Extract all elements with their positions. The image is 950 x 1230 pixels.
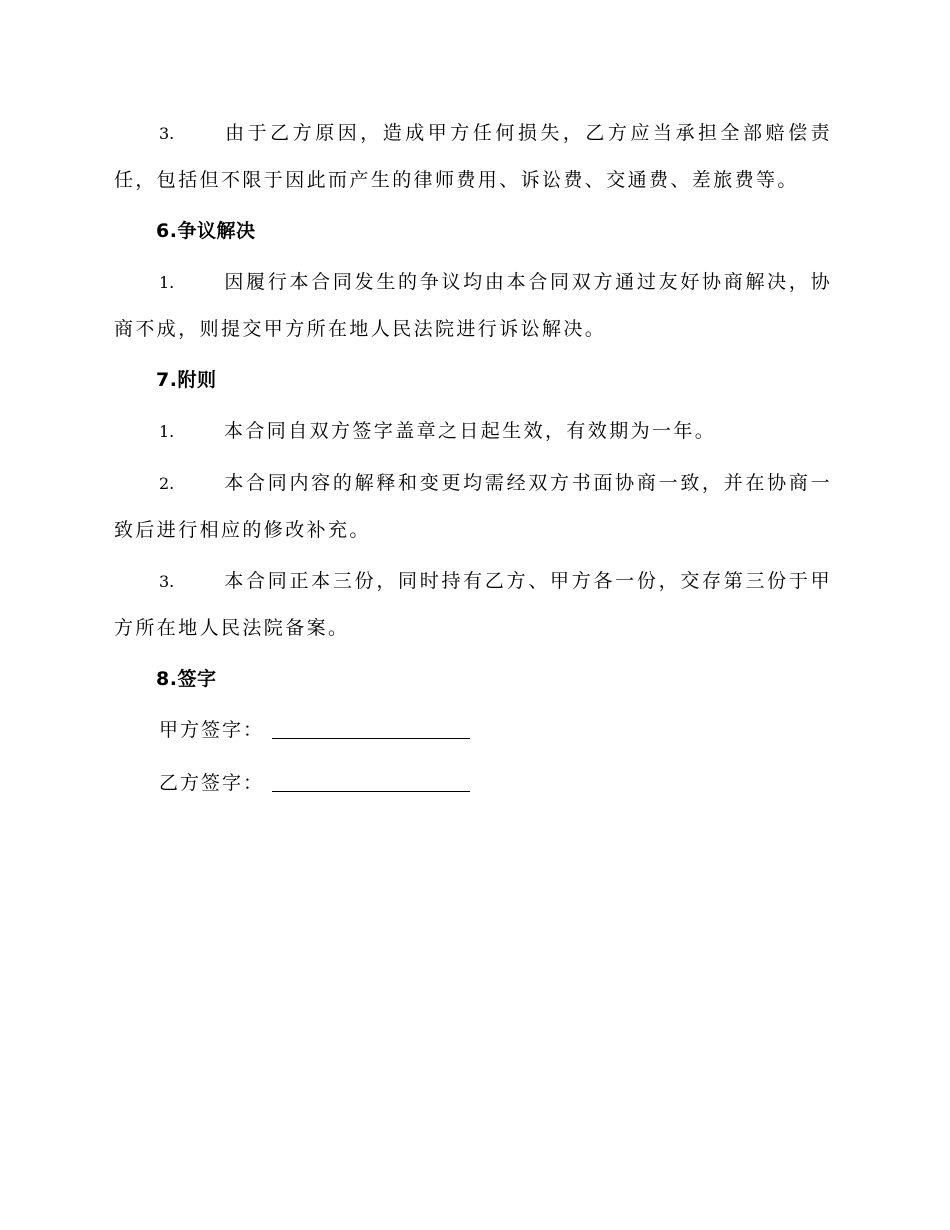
clause-3-liability <box>114 110 832 203</box>
clause-text: 由于乙方原因，造成甲方任何损失，乙方应当承担全部赔偿责任，包括但不限于因此而产生的律师费用、诉讼费、交通费、差旅费等。 <box>114 122 832 191</box>
party-b-signature-label: 乙方签字： <box>159 772 265 794</box>
section-heading-signature: 8.签字 <box>156 668 217 690</box>
clause-text: 本合同自双方签字盖章之日起生效，有效期为一年。 <box>224 420 717 442</box>
clause-1-dispute <box>114 259 832 352</box>
party-a-signature-label: 甲方签字： <box>159 719 265 741</box>
party-a-signature-row <box>114 707 832 753</box>
clause-1-effective <box>114 408 832 455</box>
clause-number: 1. <box>159 273 175 292</box>
section-heading-dispute: 6.争议解决 <box>156 220 256 242</box>
section-heading-appendix: 7.附则 <box>156 369 217 391</box>
party-b-signature-row <box>114 760 832 806</box>
clause-2-amendment <box>114 460 832 553</box>
clause-text: 本合同正本三份，同时持有乙方、甲方各一份，交存第三份于甲方所在地人民法院备案。 <box>114 570 832 639</box>
clause-text: 本合同内容的解释和变更均需经双方书面协商一致，并在协商一致后进行相应的修改补充。 <box>114 472 832 541</box>
clause-number: 2. <box>159 474 175 493</box>
clause-text: 因履行本合同发生的争议均由本合同双方通过友好协商解决，协商不成，则提交甲方所在地人民法院进行诉讼解决。 <box>114 271 832 340</box>
clause-number: 3. <box>159 124 175 143</box>
party-b-signature-line[interactable] <box>272 767 470 792</box>
clause-number: 3. <box>159 572 175 591</box>
clause-3-copies <box>114 558 832 651</box>
party-a-signature-line[interactable] <box>272 714 470 739</box>
clause-number: 1. <box>159 422 175 441</box>
document-content <box>114 110 832 813</box>
